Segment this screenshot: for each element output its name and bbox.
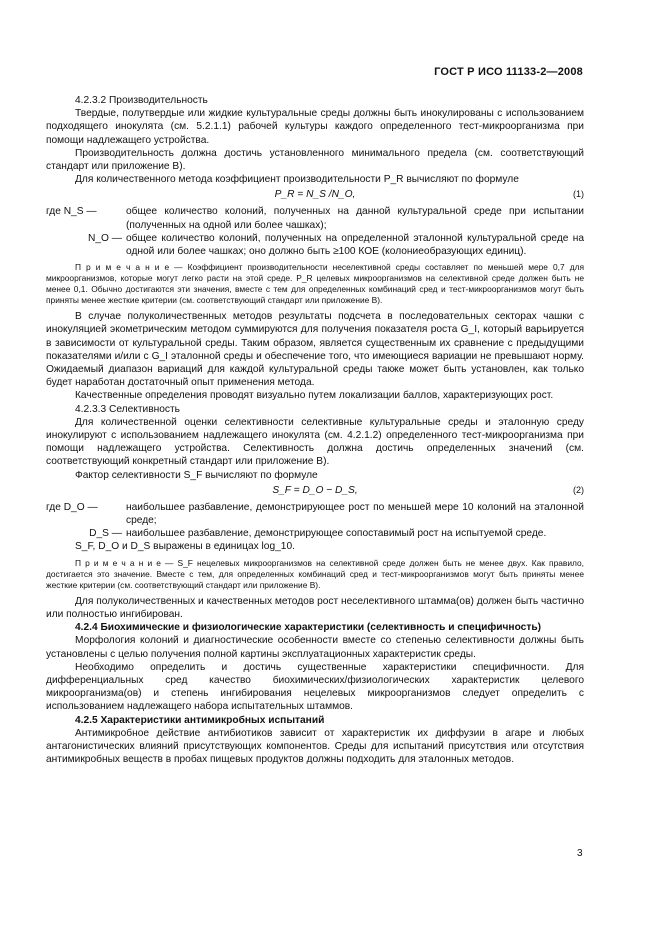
definition-label: где N_S — [46,206,97,218]
paragraph: Качественные определения проводят визуально путем локализации баллов, характеризующих рост. [75,390,554,402]
definition-text: наибольшее разбавление, демонстрирующее рост по меньшей мере 10 колоний на эталонной среде; [126,501,584,527]
paragraph: В случае полуколичественных методов результаты подсчета в последовательных секторах чашки с инокуляцией экометрическим методом суммируются для получения показателя роста G_I, который варьируется в зависимости от культуральной среды. Таким образом, является существенным их сравнение с предыдущими показателями и/или с G_I эталонной среды и обеспечение того, что имеющиеся вариации не превышают норму. Ожидаемый диапазон вариаций для каждой культуральной среды также может быть установлен, как только будет наработан достаточный опыт применения метода. [46,311,584,389]
section-title-4232: 4.2.3.2 Производительность [75,95,208,106]
paragraph: Морфология колоний и диагностические особенности вместе со степенью селективности должны быть установлены с целью получения полной картины эксплуатационных характеристик среды. [46,635,584,660]
definition-label: N_O — [88,232,122,244]
paragraph: Необходимо определить и достичь существенные характеристики специфичности. Для дифференциальных сред качество биохимических/физиологических характеристик целевого микроорганизма(ов) и степень ингибирования нецелевых микроорганизмов следует определить с использованием надлежащего набора испытательных штаммов. [46,661,584,713]
formula-number: (2) [573,484,584,495]
section-title-425: 4.2.5 Характеристики антимикробных испытаний [75,714,325,726]
definition-label: где D_O — [46,501,98,513]
paragraph: Твердые, полутвердые или жидкие культуральные среды должны быть инокулированы с использованием подходящего инокулята (см. 5.2.1.1) рабочей культуры каждого определенного тест-микроорганизма при помощи надлежащего устройства. [46,108,584,146]
definition-ns [46,205,584,231]
definition-text: общее количество колоний, полученных на данной культуральной среде при испытании (полученных на одной или более чашках); [126,206,584,231]
formula-text: P_R = N_S /N_O, [274,189,356,201]
formula-number: (1) [573,189,584,200]
paragraph: Для полуколичественных и качественных методов рост неселективного штамма(ов) должен быть частично или полностью ингибирован. [46,595,584,620]
paragraph: Для количественной оценки селективности селективные культуральные среды и эталонную среду инокулируют с использованием надлежащего инокулята (см. 4.2.1.2) определенного тест-микроорганизма при помощи надлежащего устройства. Селективность должна достичь определенных значений (см. соответствующий конкретный стандарт или приложение В). [46,416,584,468]
document-header: ГОСТ Р ИСО 11133-2—2008 [434,66,583,78]
section-title-4233: 4.2.3.3 Селективность [75,403,180,415]
page-number: 3 [577,848,583,859]
units-line: S_F, D_O и D_S выражены в единицах log_10. [75,541,295,553]
note-1: П р и м е ч а н и е — Коэффициент производительности неселективной среды составляет по меньшей мере 0,7 для микроорганизмов, которые могут легко расти на этой среде. P_R целевых микроорганизмов на селективной среде должен быть не менее 0,1. Обычно достигаются эти значения, вместе с тем для определенных комбинаций сред и тест-микроорганизмов могут быть приняты менее жесткие критерии (см. соответствующий стандарт или приложение В). [46,262,584,306]
formula-1 [46,188,584,202]
paragraph: Фактор селективности S_F вычисляют по формуле [75,469,318,481]
definition-ds [46,527,584,540]
definition-no [46,232,584,258]
paragraph: Производительность должна достичь установленного минимального предела (см. соответствующий стандарт или приложение В). [46,147,584,173]
definition-label: D_S — [89,528,122,540]
formula-text: S_F = D_O − D_S, [272,484,358,496]
section-title-424: 4.2.4 Биохимические и физиологические характеристики (селективность и специфичность) [75,622,541,634]
definition-text: общее количество колоний, полученных на определенной эталонной культуральной среде на одной или более чашках; оно должно быть ≥100 КОЕ (колониеобразующих единиц). [126,232,584,258]
definition-text: наибольшее разбавление, демонстрирующее сопоставимый рост на испытуемой среде. [126,528,547,540]
formula-2 [46,484,584,498]
paragraph: Для количественного метода коэффициент производительности P_R вычисляют по формуле [75,174,519,186]
definition-do [46,501,584,527]
document-body [46,94,584,766]
note-2: П р и м е ч а н и е — S_F нецелевых микроорганизмов на селективной среде должен быть не менее двух. Как правило, достигается это значение. Вместе с тем, для определенных комбинаций сред и тест-микроорганизмов могут быть приняты менее жесткие критерии (см. соответствующий стандарт или приложение В). [46,557,584,590]
paragraph: Антимикробное действие антибиотиков зависит от характеристик их диффузии в агаре и любых антагонистических влияний присутствующих компонентов. Среды для испытаний присутствия или отсутствия антимикробных веществ в пробах пищевых продуктов должны подходить для эталонных методов. [46,727,584,766]
